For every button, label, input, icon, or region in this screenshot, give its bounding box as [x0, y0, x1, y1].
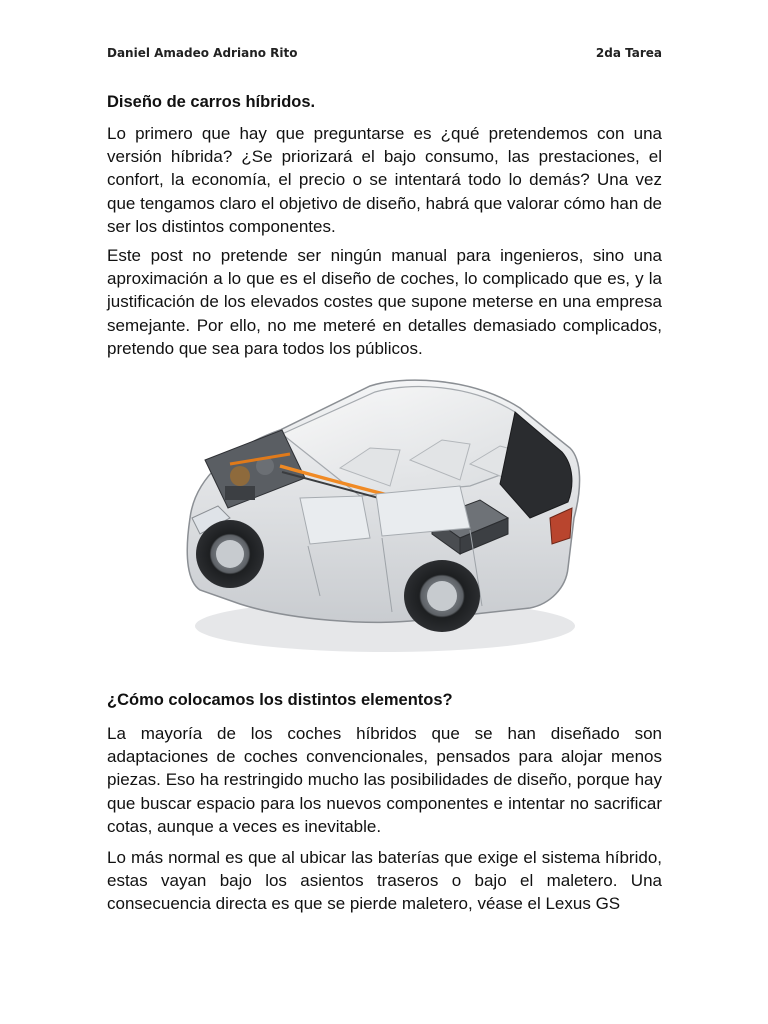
paragraph-1: Lo primero que hay que preguntarse es ¿qué pretendemos con una versión híbrida? ¿Se priorizará el bajo consumo, las prestaciones, el confort, la economía, el precio o se intentará todo lo demás? Una vez que tengamos claro el objetivo de diseño, habrá que valorar cómo han de ser los distintos componentes.	[107, 124, 662, 236]
section-title-placement: ¿Cómo colocamos los distintos elementos?	[107, 691, 453, 709]
assignment-label: 2da Tarea	[595, 46, 662, 60]
paragraph-4: Lo más normal es que al ubicar las baterías que exige el sistema híbrido, estas vayan bajo los asientos traseros o bajo el maletero. Una consecuencia directa es que se pierde maletero, véase el Lexus GS	[107, 848, 662, 914]
hybrid-car-cutaway-icon	[170, 368, 590, 668]
section-title-design: Diseño de carros híbridos.	[107, 93, 316, 111]
paragraph-3: La mayoría de los coches híbridos que se han diseñado son adaptaciones de coches convencionales, pensados para alojar menos piezas. Eso ha restringido mucho las posibilidades de diseño, porque hay que buscar espacio para los nuevos componentes e intentar no sacrificar cotas, aunque a veces es inevitable.	[107, 724, 662, 836]
paragraph-2: Este post no pretende ser ningún manual para ingenieros, sino una aproximación a lo que es el diseño de coches, lo complicado que es, y la justificación de los elevados costes que supone meterse en una empresa semejante. Por ello, no me meteré en detalles demasiado complicados, pretendo que sea para todos los públicos.	[107, 246, 662, 358]
hybrid-car-cutaway-image	[170, 368, 590, 668]
author-name: Daniel Amadeo Adriano Rito	[107, 46, 298, 60]
page-header	[107, 46, 662, 60]
